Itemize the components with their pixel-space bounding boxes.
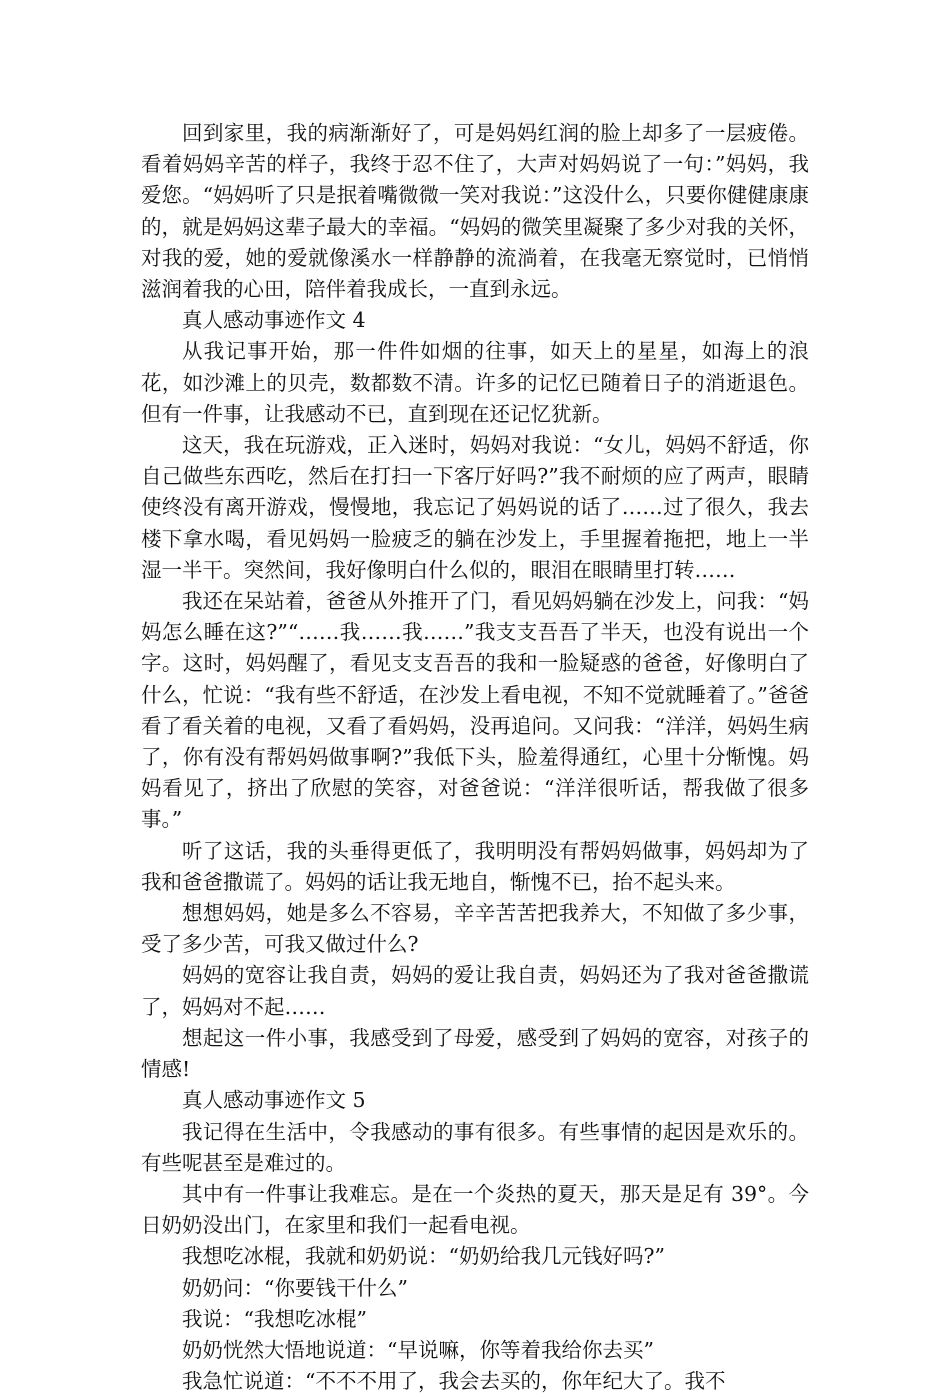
paragraph: 回到家里，我的病渐渐好了，可是妈妈红润的脸上却多了一层疲倦。看着妈妈辛苦的样子，我终于忍不住了，大声对妈妈说了一句：”妈妈，我爱您。“妈妈听了只是抿着嘴微微一笑对我说：”这没什么，只要你健健康康的，就是妈妈这辈子最大的幸福。“妈妈的微笑里凝聚了多少对我的关怀，对我的爱，她的爱就像溪水一样静静的流淌着，在我毫无察觉时，已悄悄滋润着我的心田，陪伴着我成长，一直到永远。 — [141, 121, 809, 302]
section-heading: 真人感动事迹作文 5 — [182, 1088, 366, 1113]
paragraph: 听了这话，我的头垂得更低了，我明明没有帮妈妈做事，妈妈却为了我和爸爸撒谎了。妈妈的话让我无地自，惭愧不已，抬不起头来。 — [141, 838, 809, 894]
paragraph: 妈妈的宽容让我自责，妈妈的爱让我自责，妈妈还为了我对爸爸撒谎了，妈妈对不起…… — [141, 963, 809, 1019]
paragraph: 其中有一件事让我难忘。是在一个炎热的夏天，那天是足有 39°。今日奶奶没出门，在家里和我们一起看电视。 — [141, 1181, 809, 1238]
paragraph: 想起这一件小事，我感受到了母爱，感受到了妈妈的宽容，对孩子的情感! — [141, 1025, 809, 1082]
paragraph: 我说：“我想吃冰棍” — [182, 1306, 367, 1331]
paragraph: 从我记事开始，那一件件如烟的往事，如天上的星星，如海上的浪花，如沙滩上的贝壳，数都数不清。许多的记忆已随着日子的消逝退色。但有一件事，让我感动不已，直到现在还记忆犹新。 — [141, 339, 809, 426]
paragraph: 我记得在生活中，令我感动的事有很多。有些事情的起因是欢乐的。有些呢甚至是难过的。 — [141, 1119, 809, 1175]
paragraph: 奶奶恍然大悟地说道：“早说嘛，你等着我给你去买” — [182, 1337, 654, 1362]
paragraph: 奶奶问：“你要钱干什么” — [182, 1275, 408, 1300]
paragraph: 我想吃冰棍，我就和奶奶说：“奶奶给我几元钱好吗?” — [182, 1244, 665, 1269]
document-page — [141, 118, 809, 1397]
section-heading: 真人感动事迹作文 4 — [182, 308, 366, 333]
paragraph: 我急忙说道：“不不不用了，我会去买的，你年纪大了。我不 — [182, 1369, 726, 1394]
paragraph: 想想妈妈，她是多么不容易，辛辛苦苦把我养大，不知做了多少事，受了多少苦，可我又做过什么? — [141, 901, 809, 957]
paragraph: 我还在呆站着，爸爸从外推开了门，看见妈妈躺在沙发上，问我：“妈妈怎么睡在这?”“……我……我……”我支支吾吾了半天，也没有说出一个字。这时，妈妈醒了，看见支支吾吾的我和一脸疑惑的爸爸，好像明白了什么，忙说：“我有些不舒适，在沙发上看电视，不知不觉就睡着了。”爸爸看了看关着的电视，又看了看妈妈，没再追问。又问我：“洋洋，妈妈生病了，你有没有帮妈妈做事啊?”我低下头，脸羞得通红，心里十分惭愧。妈妈看见了，挤出了欣慰的笑容，对爸爸说：“洋洋很听话，帮我做了很多事。” — [141, 589, 809, 832]
paragraph: 这天，我在玩游戏，正入迷时，妈妈对我说：“女儿，妈妈不舒适，你自己做些东西吃，然后在打扫一下客厅好吗?”我不耐烦的应了两声，眼睛使终没有离开游戏，慢慢地，我忘记了妈妈说的话了……过了很久，我去楼下拿水喝，看见妈妈一脸疲乏的躺在沙发上，手里握着拖把，地上一半湿一半干。突然间，我好像明白什么似的，眼泪在眼睛里打转…… — [141, 433, 809, 582]
